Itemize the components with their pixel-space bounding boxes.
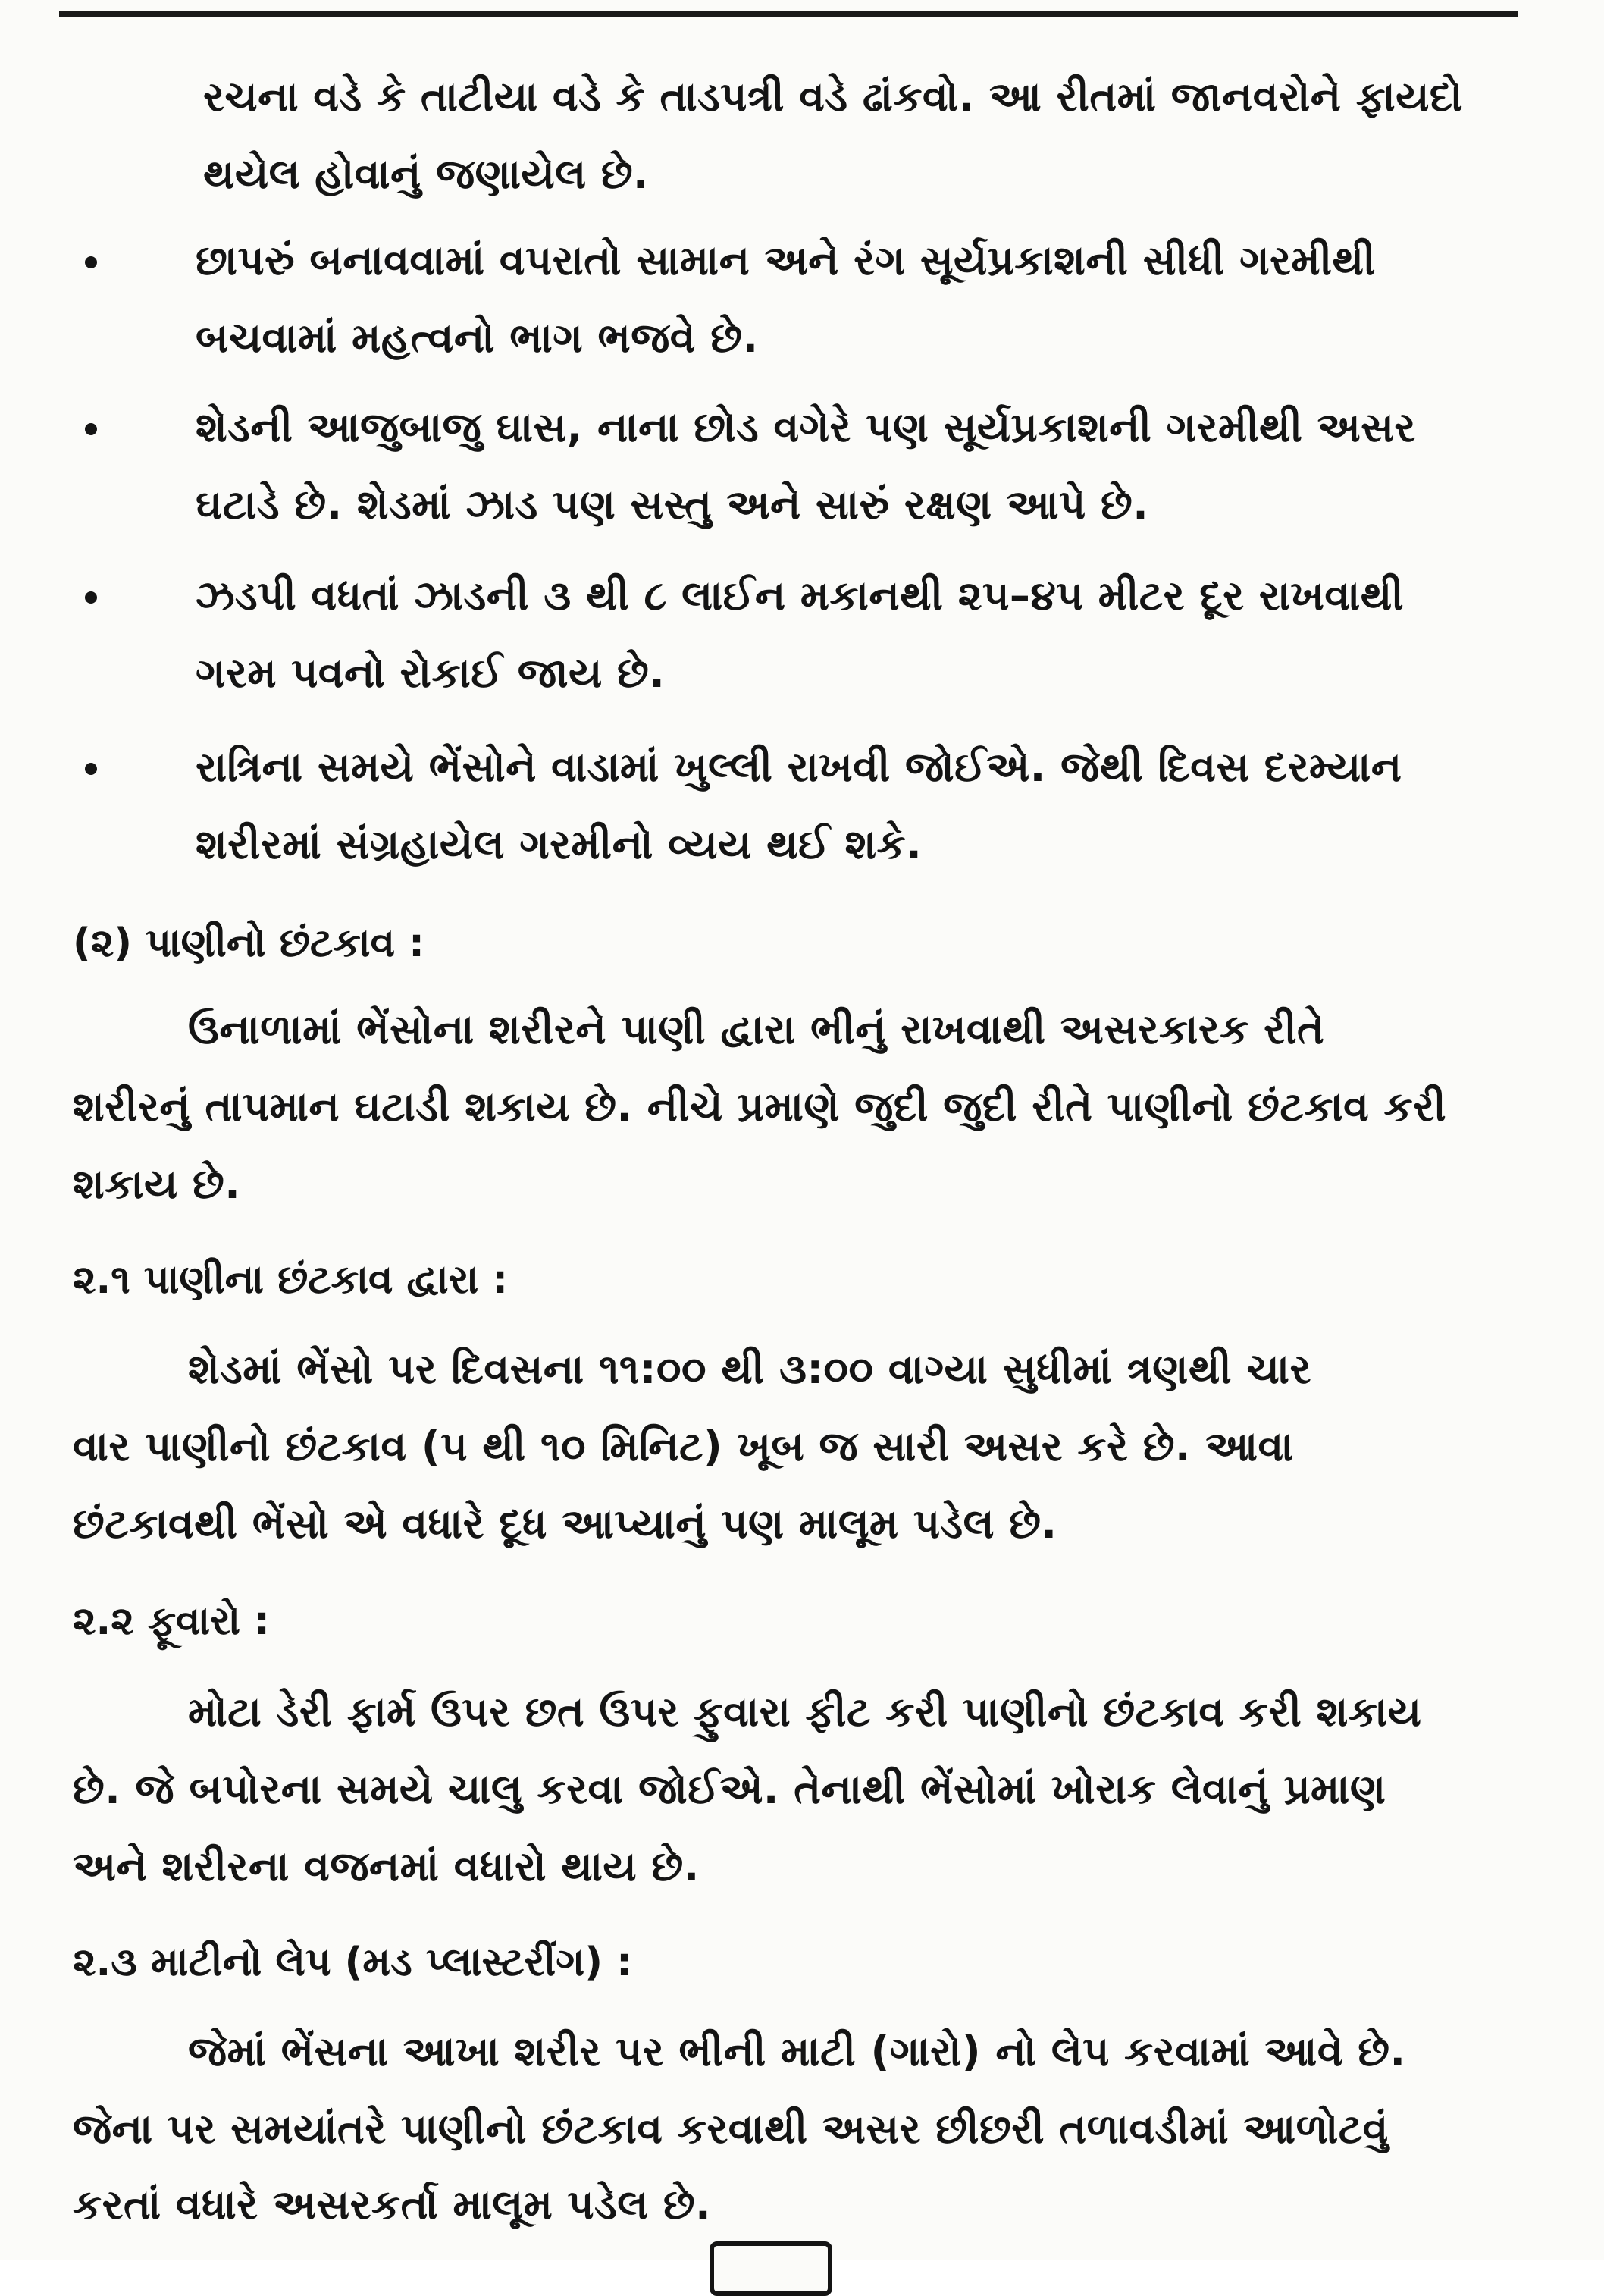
- bullet-line: શરીરમાં સંગ્રહાયેલ ગરમીનો વ્યય થઈ શકે.: [196, 820, 923, 868]
- section-heading-2-1: ૨.૧ પાણીના છંટકાવ દ્વારા :: [73, 1257, 509, 1303]
- paragraph-line: શકાય છે.: [73, 1160, 241, 1208]
- paragraph-line: જેના પર સમયાંતરે પાણીનો છંટકાવ કરવાથી અસર છીછરી તળાવડીમાં આળોટવું: [73, 2105, 1389, 2153]
- page-number-box: [710, 2241, 832, 2296]
- section-heading-2-3: ૨.૩ માટીનો લેપ (મડ પ્લાસ્ટરીંગ) :: [73, 1940, 632, 1985]
- paragraph-line: કરતાં વધારે અસરકર્તા માલૂમ પડેલ છે.: [73, 2181, 712, 2229]
- paragraph-line: શરીરનું તાપમાન ઘટાડી શકાય છે. નીચે પ્રમાણે જુદી જુદી રીતે પાણીનો છંટકાવ કરી: [73, 1083, 1447, 1131]
- paragraph-line: ઉનાળામાં ભેંસોના શરીરને પાણી દ્વારા ભીનું રાખવાથી અસરકારક રીતે: [188, 1005, 1325, 1053]
- paragraph-line: છે. જે બપોરના સમયે ચાલુ કરવા જોઈએ. તેનાથી ભેંસોમાં ખોરાક લેવાનું પ્રમાણ: [73, 1765, 1386, 1813]
- section-heading-2-2: ૨.૨ ફૂવારો :: [73, 1598, 270, 1644]
- paragraph-line: મોટા ડેરી ફાર્મ ઉપર છત ઉપર ફુવારા ફીટ કરી પાણીનો છંટકાવ કરી શકાય: [188, 1688, 1422, 1736]
- bullet-line: ગરમ પવનો રોકાઈ જાય છે.: [196, 649, 666, 697]
- paragraph-line: થયેલ હોવાનું જણાયેલ છે.: [203, 150, 650, 198]
- bullet-icon: [85, 256, 97, 268]
- paragraph-line: શેડમાં ભેંસો પર દિવસના ૧૧:૦૦ થી ૩:૦૦ વાગ્યા સુધીમાં ત્રણથી ચાર: [188, 1345, 1311, 1393]
- top-rule: [59, 11, 1518, 17]
- bullet-line: રાત્રિના સમયે ભેંસોને વાડામાં ખુલ્લી રાખવી જોઈએ. જેથી દિવસ દરમ્યાન: [196, 743, 1402, 791]
- paragraph-line: જેમાં ભેંસના આખા શરીર પર ભીની માટી (ગારો) નો લેપ કરવામાં આવે છે.: [188, 2028, 1406, 2075]
- bullet-icon: [85, 423, 97, 435]
- section-heading-water-spray: (૨) પાણીનો છંટકાવ :: [73, 921, 424, 966]
- paragraph-line: વાર પાણીનો છંટકાવ (૫ થી ૧૦ મિનિટ) ખૂબ જ સારી અસર કરે છે. આવા: [73, 1422, 1294, 1470]
- paragraph-line: છંટકાવથી ભેંસો એ વધારે દૂધ આપ્યાનું પણ માલૂમ પડેલ છે.: [73, 1500, 1057, 1548]
- bullet-icon: [85, 591, 97, 604]
- bullet-icon: [85, 763, 97, 775]
- bullet-line: શેડની આજુબાજુ ઘાસ, નાના છોડ વગેરે પણ સૂર્યપ્રકાશની ગરમીથી અસર: [196, 403, 1416, 451]
- paragraph-line: અને શરીરના વજનમાં વધારો થાય છે.: [73, 1843, 700, 1890]
- bullet-line: ઝડપી વધતાં ઝાડની ૩ થી ૮ લાઈન મકાનથી ૨૫–૪૫ મીટર દૂર રાખવાથી: [196, 572, 1405, 619]
- bullet-line: છાપરું બનાવવામાં વપરાતો સામાન અને રંગ સૂર્યપ્રકાશની સીધી ગરમીથી: [196, 237, 1376, 284]
- bullet-line: ઘટાડે છે. શેડમાં ઝાડ પણ સસ્તુ અને સારું રક્ષણ આપે છે.: [196, 481, 1149, 529]
- paragraph-line: રચના વડે કે તાટીયા વડે કે તાડપત્રી વડે ઢાંકવો. આ રીતમાં જાનવરોને ફાયદો: [203, 73, 1464, 121]
- bullet-line: બચવામાં મહત્વનો ભાગ ભજવે છે.: [196, 314, 759, 362]
